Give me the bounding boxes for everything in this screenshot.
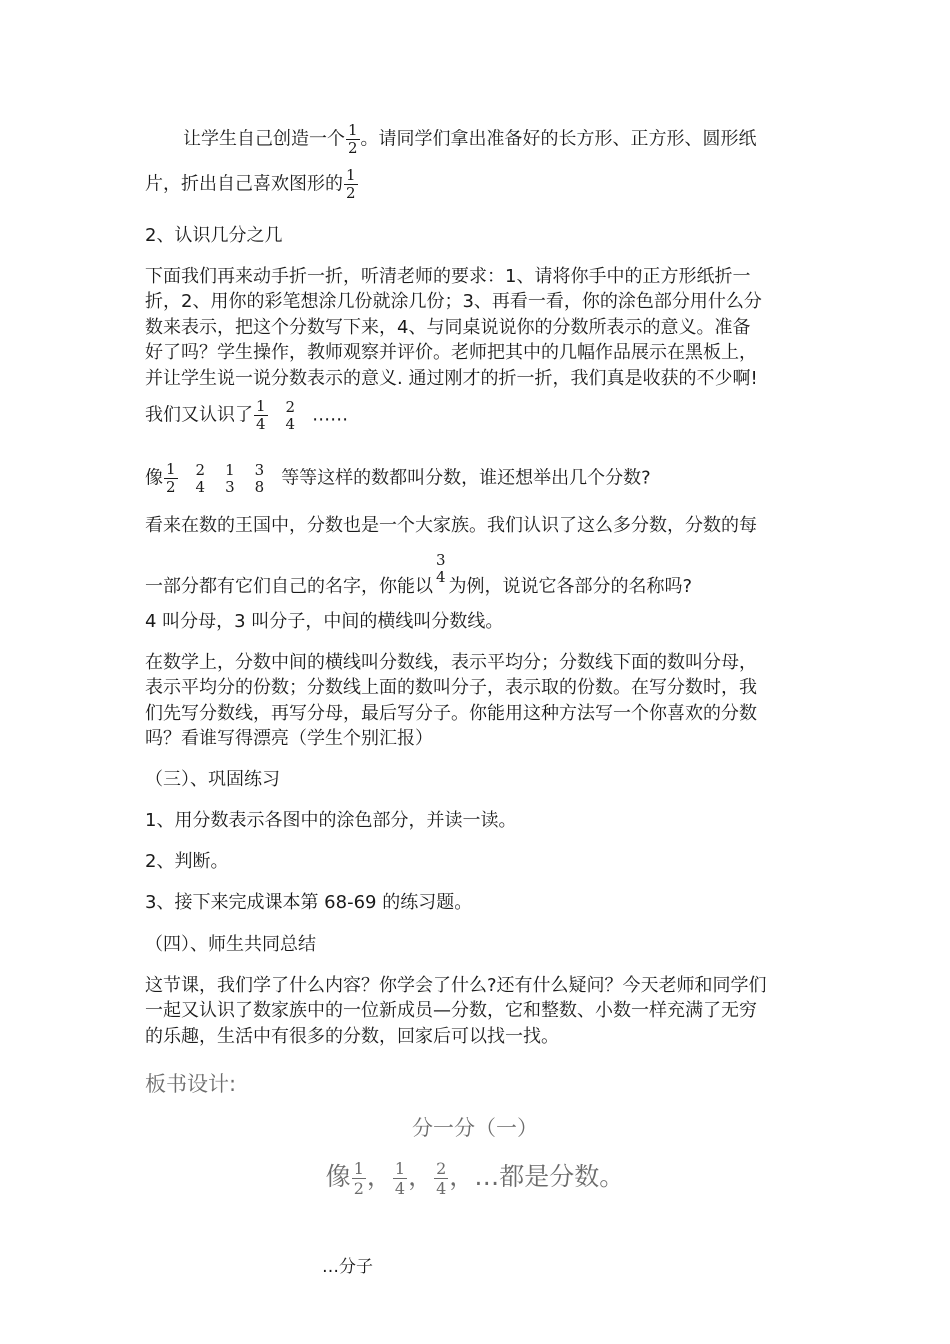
- denominator: 3: [225, 477, 235, 496]
- denominator: 4: [436, 1178, 447, 1198]
- denominator: 4: [436, 568, 446, 586]
- paragraph-intro-line2: [145, 167, 825, 202]
- numerator: 1: [346, 166, 356, 184]
- paragraph-line: [145, 461, 825, 496]
- separator: ，: [449, 1162, 475, 1191]
- numerator-label: …分子: [322, 1257, 373, 1277]
- paragraph-line: [145, 552, 825, 600]
- numerator: 1: [353, 1158, 364, 1178]
- exercise-item: 3、接下来完成课本第 68-69 的练习题。: [145, 892, 473, 913]
- board-design-title: 板书设计:: [145, 1072, 237, 1096]
- exercise-item: 2、判断。: [145, 851, 229, 872]
- text: 让学生自己创造一个: [183, 128, 345, 150]
- fraction: [344, 167, 358, 202]
- paragraph-line: 的乐趣，生活中有很多的分数，回家后可以找一找。: [145, 1026, 559, 1047]
- paragraph-line: 下面我们再来动手折一折，听清老师的要求：1、请将你手中的正方形纸折一: [145, 266, 751, 287]
- denominator: 2: [348, 139, 358, 157]
- exercise-item: 1、用分数表示各图中的涂色部分，并读一读。: [145, 810, 517, 831]
- numerator: 2: [195, 460, 206, 479]
- paragraph-line: 这节课，我们学了什么内容？你学会了什么?还有什么疑问？今天老师和同学们: [145, 975, 767, 996]
- numerator: 3: [436, 551, 446, 569]
- numerator: 2: [436, 1158, 447, 1178]
- fraction: [223, 462, 237, 496]
- paragraph-line: 好了吗？学生操作，教师观察并评价。老师把其中的几幅作品展示在黑板上，: [145, 342, 757, 363]
- denominator: 8: [254, 477, 265, 496]
- board-fraction-line: [0, 1157, 950, 1198]
- paragraph-line: 看来在数的王国中，分数也是一个大家族。我们认识了这么多分数，分数的每: [145, 515, 757, 536]
- text: 为例，说说它各部分的名称吗?: [448, 576, 693, 597]
- section-heading: 2、认识几分之几: [145, 225, 283, 246]
- ellipsis: ……: [312, 404, 349, 426]
- fraction: [434, 552, 448, 586]
- section-heading: （四）、师生共同总结: [145, 934, 316, 955]
- paragraph-line: 在数学上，分数中间的横线叫分数线，表示平均分；分数线下面的数叫分母，: [145, 652, 757, 673]
- denominator: 2: [353, 1178, 364, 1198]
- paragraph-line: 一起又认识了数家族中的一位新成员—分数，它和整数、小数一样充满了无穷: [145, 1000, 757, 1021]
- paragraph-line: 4 叫分母，3 叫分子，中间的横线叫分数线。: [145, 611, 504, 632]
- paragraph-line: 数来表示，把这个分数写下来，4、与同桌说说你的分数所表示的意义。准备: [145, 317, 751, 338]
- numerator: 1: [348, 121, 358, 139]
- text: 片，折出自己喜欢图形的: [145, 173, 343, 195]
- paragraph-line: 们先写分数线，再写分母，最后写分子。你能用这种方法写一个你喜欢的分数: [145, 703, 757, 724]
- fraction: [164, 461, 178, 496]
- numerator: 1: [225, 460, 235, 479]
- numerator: 1: [166, 460, 176, 478]
- denominator: 2: [166, 478, 176, 496]
- fraction: [434, 1159, 448, 1198]
- denominator: 2: [346, 184, 356, 202]
- denominator: 4: [394, 1178, 406, 1198]
- numerator: 3: [254, 460, 265, 479]
- fraction: [254, 398, 268, 433]
- text: 像: [325, 1162, 351, 1191]
- fraction: [253, 462, 267, 496]
- separator: ，: [366, 1162, 392, 1191]
- separator: ，: [408, 1162, 434, 1191]
- paragraph-line: 表示平均分的份数；分数线上面的数叫分子，表示取的份数。在写分数时，我: [145, 677, 757, 698]
- section-heading: （三）、巩固练习: [145, 769, 280, 790]
- text: 一部分都有它们自己的名字，你能以: [145, 576, 433, 597]
- denominator: 4: [195, 477, 206, 496]
- fraction: [352, 1159, 366, 1198]
- text: 。请同学们拿出准备好的长方形、正方形、圆形纸: [360, 128, 757, 150]
- fraction: [194, 462, 208, 496]
- paragraph-line: 折，2、用你的彩笔想涂几份就涂几份；3、再看一看，你的涂色部分用什么分: [145, 291, 762, 312]
- paragraph-line: [145, 398, 825, 433]
- denominator: 4: [256, 415, 266, 433]
- text: 我们又认识了: [145, 404, 253, 426]
- numerator: 2: [285, 397, 296, 416]
- denominator: 4: [285, 414, 296, 433]
- numerator: 1: [256, 397, 266, 415]
- paragraph-line: 并让学生说一说分数表示的意义. 通过刚才的折一折，我们真是收获的不少啊!: [145, 368, 758, 389]
- paragraph-intro-line1: [183, 122, 863, 157]
- paragraph-line: 吗？看谁写得漂亮（学生个别汇报）: [145, 728, 433, 749]
- text: 等等这样的数都叫分数，谁还想举出几个分数?: [281, 467, 651, 489]
- fraction: [346, 122, 360, 157]
- text: …都是分数。: [474, 1162, 625, 1191]
- fraction: [284, 399, 298, 433]
- board-heading: 分一分（一）: [412, 1116, 538, 1140]
- numerator: 1: [394, 1158, 406, 1178]
- text: 像: [145, 467, 163, 489]
- fraction: [393, 1159, 407, 1198]
